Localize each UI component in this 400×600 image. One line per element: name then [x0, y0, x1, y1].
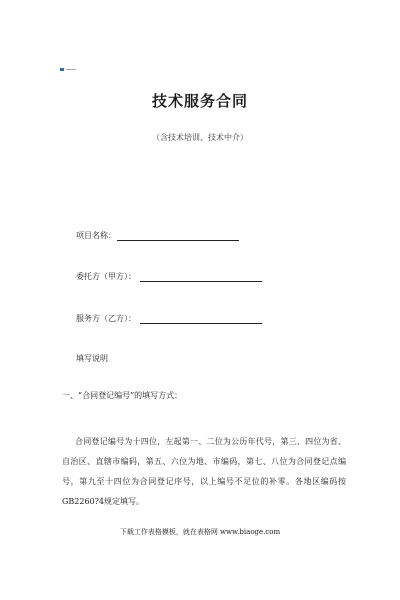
- section-one-heading: 一、“合同登记编号”的填写方式：: [62, 391, 183, 400]
- instructions-heading: 填写说明: [76, 354, 108, 363]
- document-subtitle: （含技术培训、技术中介）: [152, 133, 248, 142]
- client-field: [76, 271, 262, 282]
- section-one-body: 合同登记编号为十四位，左起第一、二位为公历年代号，第三、四位为省、自治区、直辖市编码，第五、六位为地、市编码，第七、八位为合同登记点编号，第九至十四位为合同登记序号，以上编号不足位的补零。各地区编码按GB2260?4规定填写。: [62, 437, 346, 506]
- header-logo-icon: [60, 68, 76, 71]
- project-name-blank: [117, 231, 239, 241]
- project-name-label: 项目名称：: [76, 231, 116, 240]
- project-name-field: [76, 230, 239, 241]
- provider-blank: [140, 314, 262, 324]
- page-footer: 下载工作表格模板，就在表格网 www.biaoge.com: [119, 528, 281, 536]
- document-title: 技术服务合同: [151, 92, 248, 110]
- client-label: 委托方（甲方）：: [76, 272, 136, 281]
- provider-field: [76, 313, 262, 324]
- provider-label: 服务方（乙方）：: [76, 314, 136, 323]
- client-blank: [140, 272, 262, 282]
